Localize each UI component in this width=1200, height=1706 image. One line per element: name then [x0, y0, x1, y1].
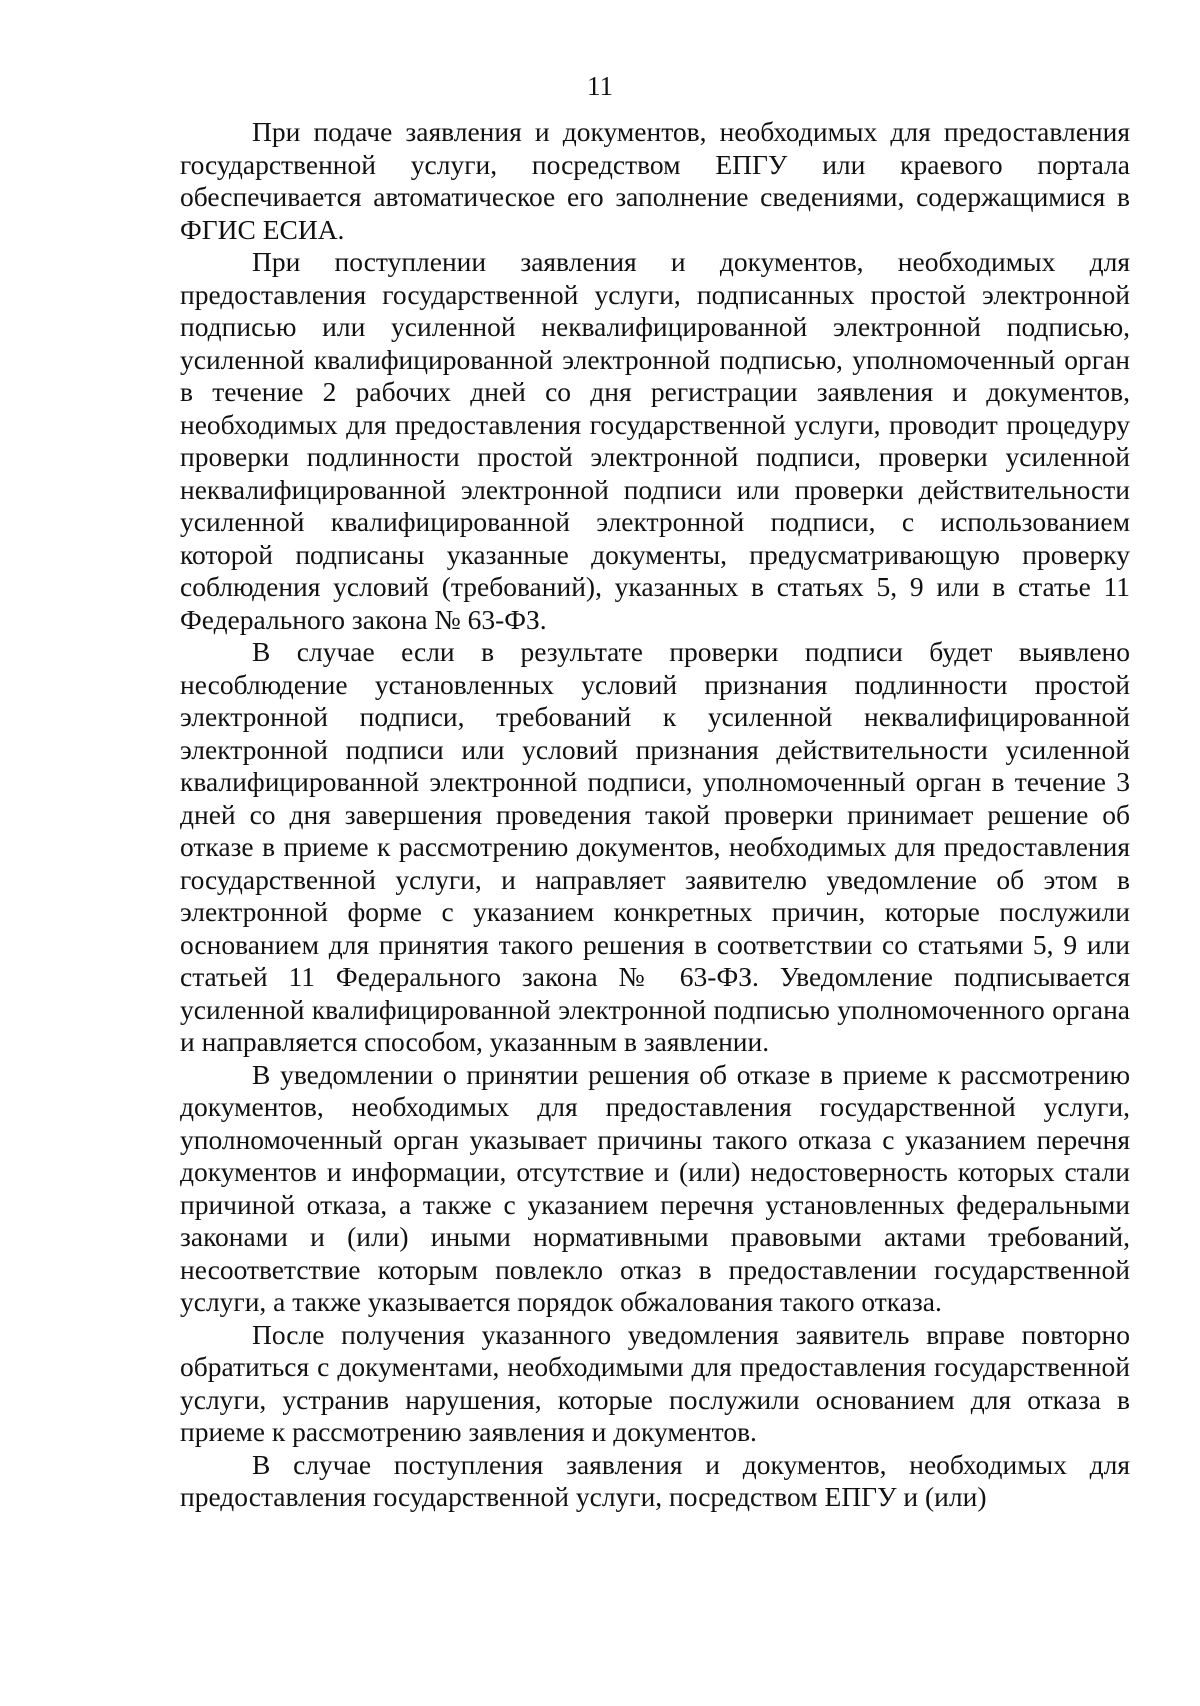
paragraph-epgu-autofill: При подаче заявления и документов, необходимых для предоставления государственной услуги, посредством ЕПГУ или краевого портала обеспечивается автоматическое его заполнение сведениями, содержащимися в ФГИС ЕСИА. [180, 116, 1130, 245]
paragraph-refusal-notice: В уведомлении о принятии решения об отказе в приеме к рассмотрению документов, необходимых для предоставления государственной услуги, уполномоченный орган указывает причины такого отказа с указанием перечня документов и информации, отсутствие и (или) недостоверность которых стали причиной отказа, а также с указанием перечня установленных федеральными законами и (или) иными нормативными правовыми актами требований, несоответствие которым повлекло отказ в предоставлении государственной услуги, а также указывается порядок обжалования такого отказа. [180, 1058, 1130, 1317]
paragraph-signature-failure: В случае если в результате проверки подписи будет выявлено несоблюдение установленных условий признания подлинности простой электронной подписи, требований к усиленной неквалифицированной электронной подписи или условий признания действительности усиленной квалифицированной электронной подписи, уполномоченный орган в течение 3 дней со дня завершения проведения такой проверки принимает решение об отказе в приеме к рассмотрению документов, необходимых для предоставления государственной услуги, и направляет заявителю уведомление об этом в электронной форме с указанием конкретных причин, которые послужили основанием для принятия такого решения в соответствии со статьями 5, 9 или статьей 11 Федерального закона № 63-ФЗ. Уведомление подписывается усиленной квалифицированной электронной подписью уполномоченного органа и направляется способом, указанным в заявлении. [180, 636, 1130, 1057]
paragraph-submission-case: В случае поступления заявления и документов, необходимых для предоставления государственной услуги, посредством ЕПГУ и (или) [180, 1448, 1130, 1512]
page-number: 11 [587, 71, 613, 101]
paragraph-reapplication: После получения указанного уведомления заявитель вправе повторно обратиться с документами, необходимыми для предоставления государственной услуги, устранив нарушения, которые послужили основанием для отказа в приеме к рассмотрению заявления и документов. [180, 1318, 1130, 1447]
document-body [180, 116, 1130, 1514]
paragraph-signature-verification: При поступлении заявления и документов, необходимых для предоставления государственной услуги, подписанных простой электронной подписью или усиленной неквалифицированной электронной подписью, усиленной квалифицированной электронной подписью, уполномоченный орган в течение 2 рабочих дней со дня регистрации заявления и документов, необходимых для предоставления государственной услуги, проводит процедуру проверки подлинности простой электронной подписи, проверки усиленной неквалифицированной электронной подписи или проверки действительности усиленной квалифицированной электронной подписи, с использованием которой подписаны указанные документы, предусматривающую проверку соблюдения условий (требований), указанных в статьях 5, 9 или в статье 11 Федерального закона № 63-ФЗ. [180, 246, 1130, 635]
